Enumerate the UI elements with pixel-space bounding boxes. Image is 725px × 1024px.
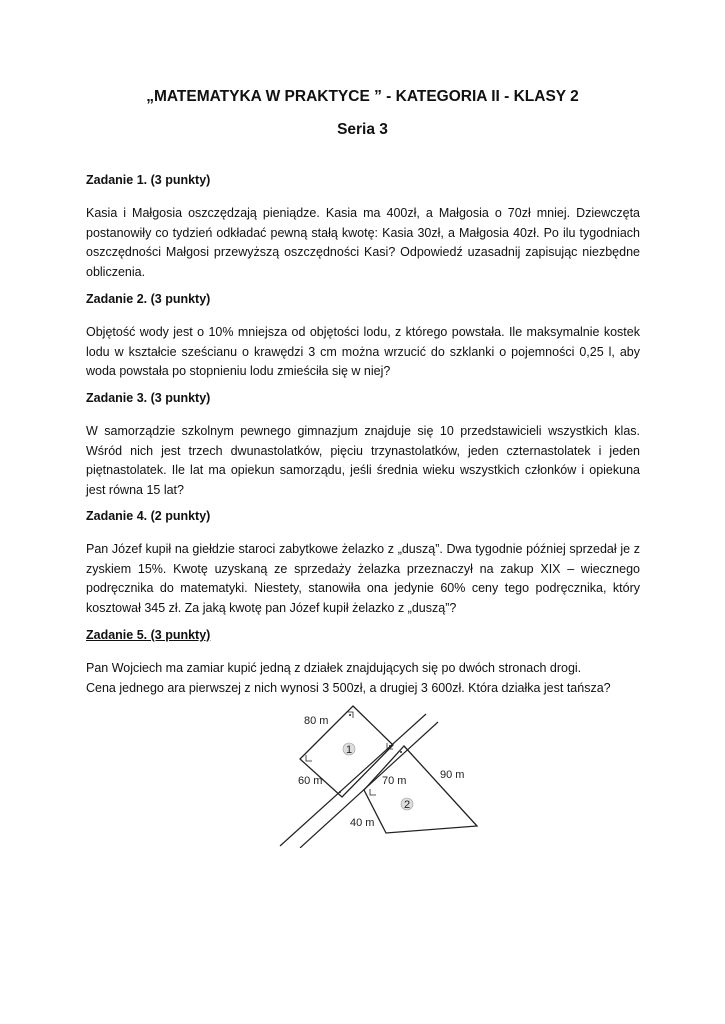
task-1 bbox=[86, 172, 640, 282]
task-5 bbox=[86, 627, 640, 698]
task-heading: Zadanie 5. (3 punkty) bbox=[86, 628, 211, 642]
plot-1-number: 1 bbox=[345, 744, 353, 756]
angle-dot bbox=[339, 791, 341, 793]
task-text bbox=[86, 659, 640, 698]
angle-dot bbox=[389, 745, 391, 747]
task-4 bbox=[86, 508, 640, 618]
page-title: „MATEMATYKA W PRAKTYCE ” - KATEGORIA II - KLASY 2 bbox=[146, 88, 579, 105]
dimension-label-bottom: 40 m bbox=[350, 817, 375, 829]
task-3 bbox=[86, 390, 640, 500]
dimension-label-left: 60 m bbox=[298, 775, 323, 787]
task-heading: Zadanie 2. (3 punkty) bbox=[86, 292, 211, 306]
task-heading: Zadanie 3. (3 punkty) bbox=[86, 391, 211, 405]
right-angle-mark bbox=[370, 789, 376, 795]
task-text: Pan Józef kupił na giełdzie staroci zabytkowe żelazko z „duszą”. Dwa tygodnie później sprzedał je z zyskiem 15%. Kwotę uzyskaną ze sprzedaży żelazka przeznaczył na zakup XIX – wiecznego podręcznika do matematyki. Niestety, stanowiła ona jedynie 60% ceny tego podręcznika, który kosztował 345 zł. Za jaką kwotę pan Józef kupił żelazko z „duszą”? bbox=[86, 542, 640, 615]
dimension-label-top: 80 m bbox=[304, 715, 329, 727]
series-title: Seria 3 bbox=[337, 121, 388, 138]
task-text: Kasia i Małgosia oszczędzają pieniądze. Kasia ma 400zł, a Małgosia o 70zł mniej. Dziewczęta postanowiły co tydzień odkładać pewną stałą kwotę: Kasia 30zł, a Małgosia 40zł. Po ilu tygodniach oszczędności Małgosi przewyższą oszczędności Kasi? Odpowiedź uzasadnij zapisując niezbędne obliczenia. bbox=[86, 206, 640, 279]
right-angle-mark bbox=[306, 755, 312, 761]
task-text-line: Pan Wojciech ma zamiar kupić jedną z działek znajdujących się po dwóch stronach drogi. bbox=[86, 661, 582, 675]
task-2 bbox=[86, 291, 640, 382]
plots-diagram-svg bbox=[276, 698, 496, 848]
angle-dot bbox=[400, 751, 402, 753]
dimension-label-right: 90 m bbox=[440, 769, 465, 781]
dimension-label-middle: 70 m bbox=[382, 775, 407, 787]
plot-2-number: 2 bbox=[403, 799, 411, 811]
task-text-line: Cena jednego ara pierwszej z nich wynosi 3 500zł, a drugiej 3 600zł. Która działka jest tańsza? bbox=[86, 680, 611, 695]
task-heading: Zadanie 4. (2 punkty) bbox=[86, 509, 211, 523]
plot-2-shape bbox=[364, 746, 477, 833]
plots-diagram bbox=[276, 698, 496, 848]
angle-dot bbox=[349, 714, 351, 716]
task-text: W samorządzie szkolnym pewnego gimnazjum znajduje się 10 przedstawicieli wszystkich klas. Wśród nich jest trzech dwunastolatków, pięciu trzynastolatków, jeden czternastolatek i jeden piętnastolatek. Ile lat ma opiekun samorządu, jeśli średnia wieku wszystkich członków i opiekuna jest równa 15 lat? bbox=[86, 424, 640, 497]
task-heading: Zadanie 1. (3 punkty) bbox=[86, 173, 211, 187]
task-text: Objętość wody jest o 10% mniejsza od objętości lodu, z którego powstała. Ile maksymalnie kostek lodu w kształcie sześcianu o krawędzi 3 cm można wrzucić do szklanki o pojemności 0,25 l, aby woda powstała po stopnieniu lodu zmieściła się w niej? bbox=[86, 325, 640, 378]
